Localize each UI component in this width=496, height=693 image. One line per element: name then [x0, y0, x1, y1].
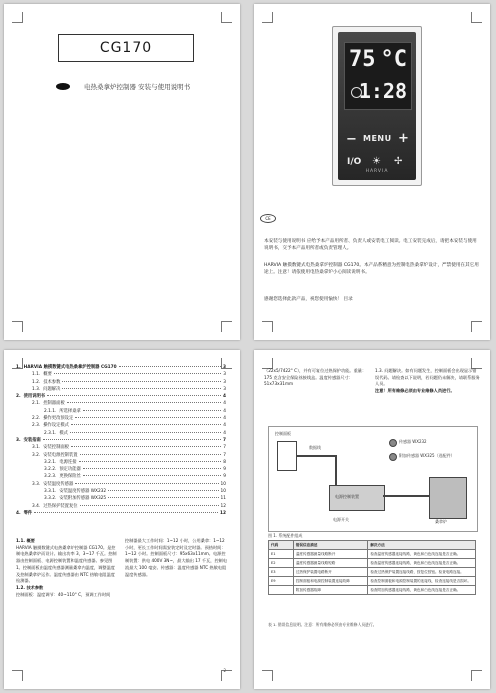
toc-label: 电源连接	[59, 459, 77, 465]
toc-page-number: 9	[223, 474, 226, 480]
toc-entry	[16, 371, 226, 378]
crop-mark	[12, 12, 23, 23]
sensor-icon	[389, 453, 397, 461]
toc-entry	[16, 437, 226, 444]
table-row	[269, 586, 476, 595]
toc-entry	[16, 379, 226, 386]
overview-column-right	[125, 538, 228, 598]
page-intro	[254, 4, 490, 340]
toc-leader	[54, 373, 221, 374]
model-title: CG170	[58, 34, 194, 62]
toc-number: 3.2.2.	[44, 467, 57, 473]
table-header-row	[269, 541, 476, 550]
panel-box	[277, 441, 297, 471]
toc-page-number: 8	[223, 459, 226, 465]
light-icon: ☀	[372, 156, 381, 167]
toc-leader	[80, 454, 222, 455]
toc-leader	[71, 446, 221, 447]
diagram-label-sensor1: 传感器 WX232	[399, 439, 427, 444]
toc-number: 2.	[16, 394, 21, 400]
toc-number: 2.1.	[32, 401, 41, 407]
toc-entry	[16, 466, 226, 473]
lcd-display	[344, 42, 412, 110]
temperature-unit: °C	[380, 47, 407, 72]
toc-number: 2.3.	[32, 423, 41, 429]
toc-leader	[80, 505, 219, 506]
crop-mark	[12, 670, 23, 681]
spec-column-left: （22x5/7422° C），并有可复位过热保护功能。重量：175 克含安全保险丝接线盒。温度传感器尺寸：51x73x31mm	[264, 368, 367, 386]
toc-label: 安装指南	[23, 437, 41, 443]
toc-page-number: 7	[223, 437, 226, 443]
toc-leader	[62, 381, 221, 382]
control-panel-photo	[332, 26, 422, 186]
toc-leader	[70, 432, 221, 433]
toc-number: 3.2.	[32, 452, 41, 458]
diagram-label-unit: 电源控制装置	[335, 494, 359, 499]
toc-entry	[16, 415, 226, 422]
diagram-label-sensor2: 附加传感器 WX325（选配件）	[399, 453, 455, 458]
toc-entry	[16, 386, 226, 393]
toc-page-number: 7	[223, 445, 226, 451]
error-code-table	[268, 540, 476, 595]
crop-mark	[262, 12, 273, 23]
toc-number: 3.4.	[32, 503, 41, 509]
table-cell: E9	[269, 577, 294, 586]
toc-entry	[16, 408, 226, 415]
toc-label: 操作设定模式	[43, 423, 69, 429]
diagram-label-panel: 控制面板	[275, 431, 291, 436]
toc-label: 安装电源控制装置	[43, 452, 78, 458]
toc-number: 2.1.1.	[44, 408, 57, 414]
table-cell: 检查附加传感器连接线路，黄色和白色线连接是否正确。	[368, 586, 476, 595]
toc-number: 2.2.	[32, 416, 41, 422]
toc-entry	[16, 400, 226, 407]
toc-label: 控制器面板	[43, 401, 65, 407]
time-readout: 1:28	[358, 79, 407, 103]
toc-entry	[16, 422, 226, 429]
diagram-caption: 图 1. 系统配件组成	[268, 533, 303, 538]
overview-columns	[16, 538, 228, 598]
toc-number: 1.1.	[32, 372, 41, 378]
crop-mark	[221, 12, 232, 23]
toc-leader	[108, 490, 218, 491]
spec-column-right	[375, 368, 480, 394]
toc-page-number: 9	[223, 467, 226, 473]
minus-key: −	[346, 132, 357, 147]
toc-leader	[43, 439, 221, 440]
section-body: HARVIA 触摸数键式电热桑拿炉控制器 CG170。是控制电热桑拿炉而设计。输出功率 3，3~17 千瓦。控制器由控制面板、电源控制装置和温度传感器。参见图 1。控制面板由温度传感器测量桑拿内温度，调整温度及控制桑拿炉运作。温度传感器由 NTC 热敏电阻温度检测器。	[16, 544, 117, 584]
toc-page-number: 3	[223, 365, 226, 370]
toc-leader	[47, 395, 221, 396]
toc-leader	[83, 410, 221, 411]
document-subtitle: 电热桑拿炉控制器 安装与使用说明书	[84, 83, 191, 91]
toc-number: 3.3.1.	[44, 489, 57, 495]
toc-page-number: 4	[223, 416, 226, 422]
toc-entry	[16, 430, 226, 437]
toc-label: 过热保护装置复位	[43, 503, 78, 509]
page-number: 2	[223, 668, 226, 673]
toc-leader	[71, 424, 221, 425]
toc-leader	[34, 512, 218, 513]
toc-label: 更换保险丝	[59, 474, 81, 480]
crop-mark	[471, 12, 482, 23]
toc-label: 模式	[59, 430, 68, 436]
bullet-icon	[56, 83, 70, 90]
section-body: 控制面板：温度调节：40~110° C，预调工作时间	[16, 591, 111, 597]
crop-mark	[262, 321, 273, 332]
toc-entry	[16, 473, 226, 480]
heater-box	[429, 477, 467, 519]
table-of-contents	[16, 364, 226, 517]
toc-page-number: 3	[223, 386, 226, 392]
table-header-cell: 解决方法	[368, 541, 476, 550]
toc-entry	[16, 393, 226, 400]
toc-number: 3.3.2.	[44, 496, 57, 502]
toc-leader	[79, 461, 222, 462]
toc-number: 3.	[16, 437, 21, 443]
toc-number: 1.2.	[32, 379, 41, 385]
toc-entry	[16, 495, 226, 502]
toc-page-number: 3	[223, 379, 226, 385]
intro-paragraph-2: HARVIA 触摸数键式电热桑拿炉控制器 CG170。本产品系精意为控制电热桑拿炉设计，严禁使用在其它用途上。注意！请依使用电热桑拿炉小心阅读说明书。	[264, 263, 479, 275]
toc-entry	[16, 452, 226, 459]
toc-entry	[16, 444, 226, 451]
toc-label: HARVIA 触摸数键式电热桑拿炉控制器 CG170	[23, 365, 117, 370]
toc-number: 1.	[16, 365, 21, 370]
toc-entry	[16, 364, 226, 371]
table-cell: 检查过热保护装置连接线路，按复位按钮。检查电路连接。	[368, 568, 476, 577]
section-heading: 1.2. 技术参数	[16, 584, 44, 590]
crop-mark	[471, 670, 482, 681]
certification-logo: CE	[260, 214, 276, 223]
toc-leader	[108, 497, 218, 498]
page-cover	[4, 4, 240, 340]
toc-page-number: 10	[220, 481, 226, 487]
toc-leader	[75, 417, 221, 418]
diagram-label-cable: 数据线	[309, 445, 321, 450]
toc-page-number: 4	[223, 394, 226, 400]
toc-page-number: 11	[220, 496, 226, 502]
toc-number: 3.1.	[32, 445, 41, 451]
table-header-cell: 错误信息描述	[293, 541, 368, 550]
toc-number: 3.3.	[32, 481, 41, 487]
table-cell: 温度传感器测量线路短路	[293, 559, 368, 568]
fan-icon: ✢	[394, 156, 403, 167]
section-heading: 1.1. 概要	[16, 538, 35, 543]
toc-number: 3.2.1.	[44, 459, 57, 465]
toc-label: 安装附加传感器 WX325	[59, 496, 107, 502]
page-contents	[4, 350, 240, 689]
toc-entry	[16, 488, 226, 495]
toc-page-number: 4	[223, 408, 226, 414]
table-cell: 控制面板和电源控制装置连接故障	[293, 577, 368, 586]
toc-number: 4.	[16, 510, 21, 516]
table-row	[269, 559, 476, 568]
table-cell: 检查温度传感器连接线路，黄色和白色线连接是否正确。	[368, 550, 476, 559]
brand-label: HARVIA	[365, 169, 389, 174]
system-diagram	[268, 426, 478, 532]
toc-label: 使用说明书	[23, 394, 46, 400]
toc-entry	[16, 503, 226, 510]
troubleshooting-intro: 1.3. 问题解决。如有问题发生，控制面板会出现显示错误代码。请检查以下说明，若问题仍未解决，请联系服务人员。	[375, 368, 480, 386]
plus-key: +	[398, 131, 409, 146]
toc-label: 安装温度传感器	[43, 481, 74, 487]
table-cell: E1	[269, 550, 294, 559]
toc-leader	[83, 468, 221, 469]
diagram-label-heater: 桑拿炉	[435, 519, 447, 524]
toc-leader	[75, 483, 218, 484]
crop-mark	[12, 321, 23, 332]
temperature-value: 75	[349, 47, 376, 72]
toc-label: 问题解决	[43, 386, 61, 392]
subtitle-row	[56, 82, 190, 91]
toc-leader	[119, 366, 221, 367]
menu-key: MENU	[363, 134, 392, 143]
table-cell: 温度传感器测量线路断开	[293, 550, 368, 559]
intro-paragraph-1: 本安装与使用说明书 应给予本产品用所者、负责人或安装电工阅读。电工安装完成后，请把本安装与使用说明书，交予本产品用所者或负责管理人。	[264, 239, 477, 251]
toc-number: 3.2.3.	[44, 474, 57, 480]
table-header-cell: 代码	[269, 541, 294, 550]
toc-label: 预定功能器	[59, 467, 81, 473]
toc-page-number: 7	[223, 452, 226, 458]
table-row	[269, 568, 476, 577]
crop-mark	[471, 321, 482, 332]
table-cell: 附加传感器故障	[293, 586, 368, 595]
toc-label: 所选择桑拿	[59, 408, 81, 414]
table-body	[269, 550, 476, 595]
section-body: 控制器最大工作时间：1~12 小时，公用桑拿：1~12 小时，更长工作时间需安装定时及定时器。预热时间：1~12 小时。控制面板尺寸：95x63x11mm。电源控制装置：供电 400V 3N~，最大输出 17 千瓦，控制电流最大 100 毫安。传感器：温度传感器 NTC 热敏电阻温度传感器。	[125, 538, 228, 577]
crop-mark	[221, 321, 232, 332]
toc-label: 零件	[23, 510, 33, 516]
toc-page-number: 4	[223, 423, 226, 429]
intro-paragraph-3: 感谢您选择此款产品，祝您使用愉快！ 目录	[264, 297, 353, 302]
toc-label: 安装温度传感器 WX232	[59, 489, 107, 495]
toc-label: 概要	[43, 372, 52, 378]
table-cell: 检查控制面板和电源控制装置的连接线，检查连接线是否损坏。	[368, 577, 476, 586]
diagram-label-switch: 电源开关	[333, 517, 349, 522]
table-cell: E2	[269, 559, 294, 568]
toc-number: 2.3.1.	[44, 430, 57, 436]
toc-page-number: 12	[220, 510, 226, 516]
warning-text: 注意！所有维修必须由专业维修人员进行。	[375, 387, 455, 393]
toc-label: 安装控制面板	[43, 445, 69, 451]
toc-page-number: 10	[220, 489, 226, 495]
toc-leader	[67, 402, 222, 403]
crop-mark	[262, 670, 273, 681]
cable-line	[383, 495, 431, 497]
table-row	[269, 577, 476, 586]
toc-entry	[16, 510, 226, 517]
toc-number: 1.3.	[32, 386, 41, 392]
panel-face	[338, 32, 416, 180]
table-note: 表 1. 错误信息说明。注意：所有维修必须由专业维修人员进行。	[268, 622, 377, 627]
toc-page-number: 3	[223, 372, 226, 378]
toc-label: 操作更改预设定	[43, 416, 74, 422]
table-cell	[269, 586, 294, 595]
power-key: I/O	[347, 157, 362, 167]
temperature-readout	[349, 47, 407, 72]
overview-column-left	[16, 538, 119, 598]
toc-entry	[16, 481, 226, 488]
page-system	[254, 350, 490, 689]
toc-leader	[62, 388, 221, 389]
table-cell: 过热保护装置电路断开	[293, 568, 368, 577]
table-row	[269, 550, 476, 559]
toc-entry	[16, 459, 226, 466]
cable-line	[297, 455, 337, 457]
table-cell: E3	[269, 568, 294, 577]
toc-label: 技术参数	[43, 379, 61, 385]
toc-page-number: 4	[223, 430, 226, 436]
toc-page-number: 12	[220, 503, 226, 509]
toc-leader	[83, 475, 221, 476]
table-cell: 检查温度传感器连接线路，黄色和白色线连接是否正确。	[368, 559, 476, 568]
toc-page-number: 4	[223, 401, 226, 407]
sensor-icon	[389, 439, 397, 447]
spec-columns	[264, 368, 480, 394]
